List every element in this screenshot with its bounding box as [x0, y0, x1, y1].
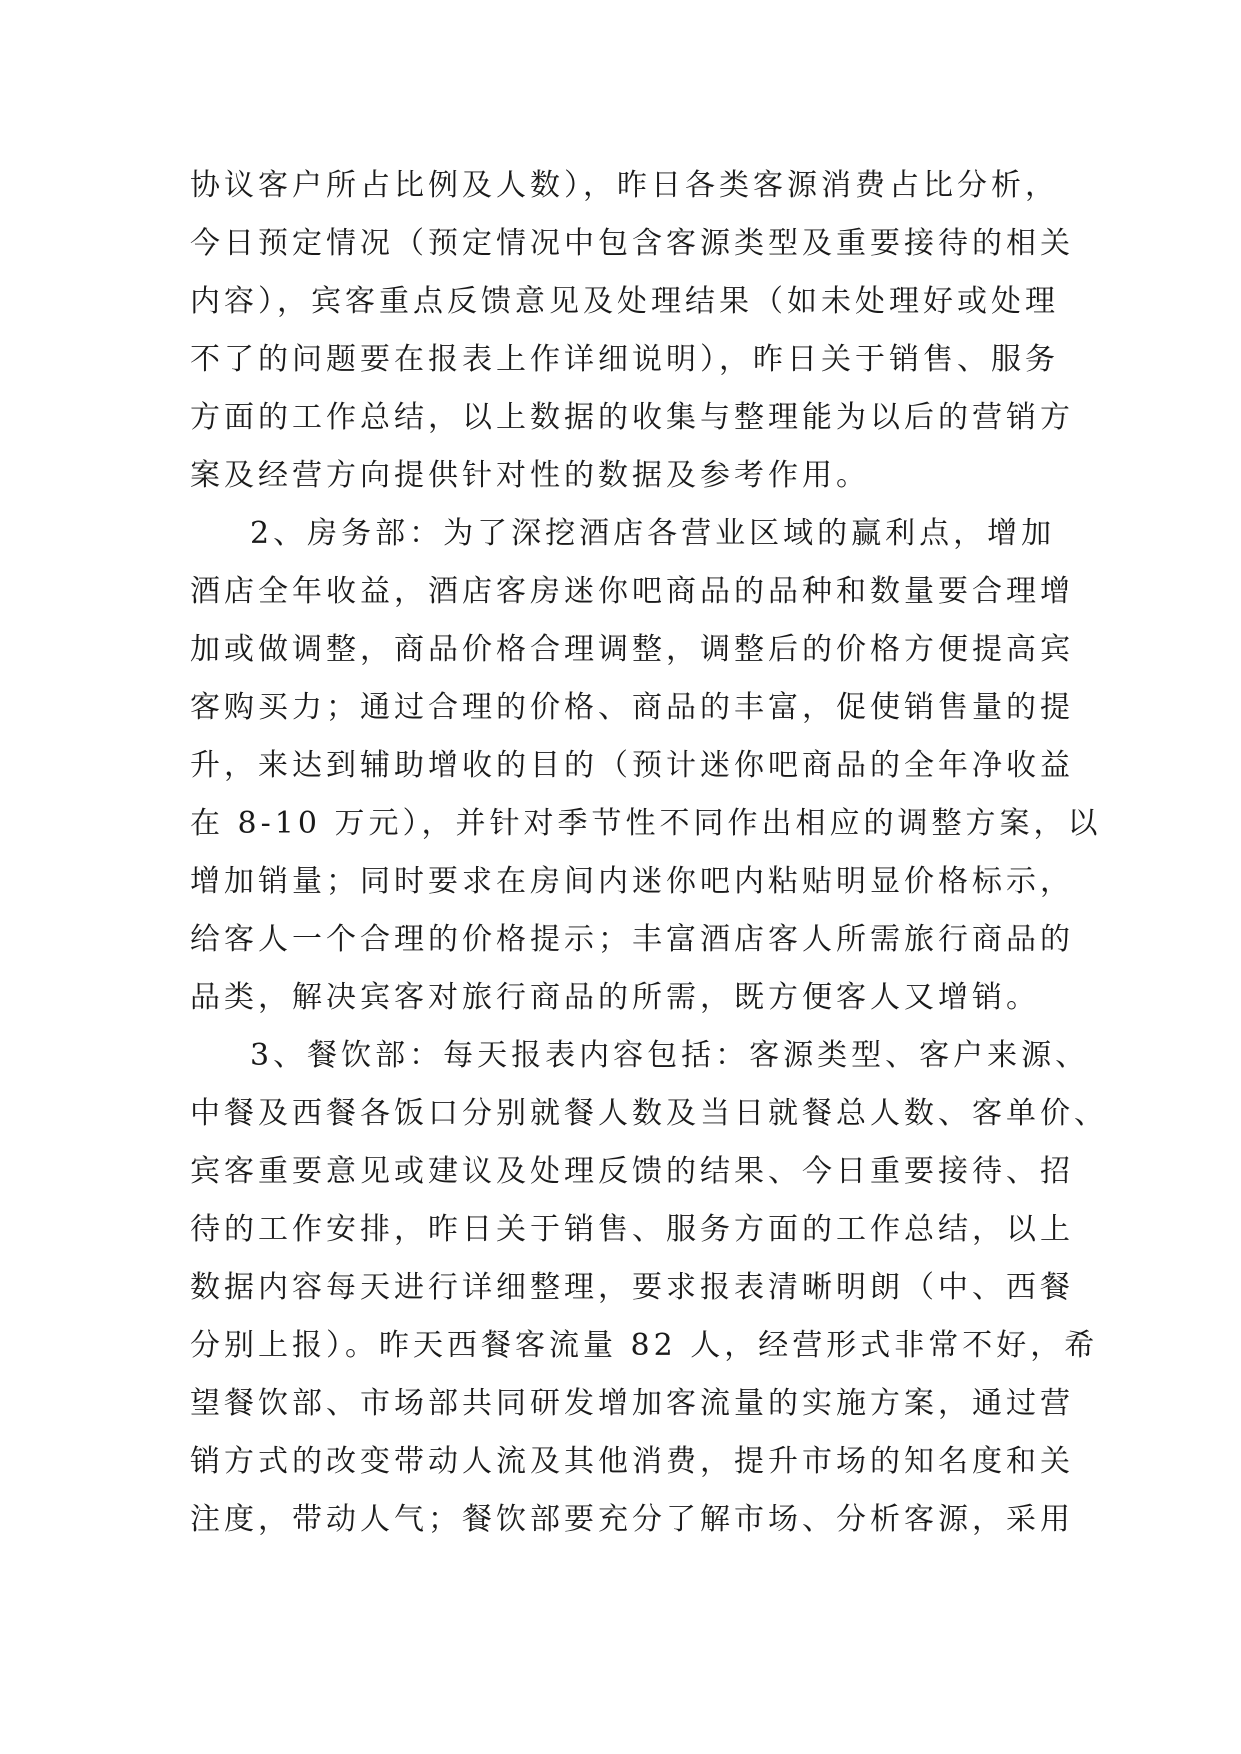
text-line: 给客人一个合理的价格提示；丰富酒店客人所需旅行商品的 [190, 922, 1074, 957]
paragraph-start-line: 3、餐饮部：每天报表内容包括：客源类型、客户来源、 [250, 1038, 1090, 1073]
text-line: 中餐及西餐各饭口分别就餐人数及当日就餐总人数、客单价、 [190, 1096, 1108, 1131]
text-line: 望餐饮部、市场部共同研发增加客流量的实施方案，通过营 [190, 1386, 1074, 1421]
text-line: 今日预定情况（预定情况中包含客源类型及重要接待的相关 [190, 226, 1074, 261]
text-line: 加或做调整，商品价格合理调整，调整后的价格方便提高宾 [190, 632, 1074, 667]
text-line: 案及经营方向提供针对性的数据及参考作用。 [190, 458, 870, 493]
text-line: 方面的工作总结，以上数据的收集与整理能为以后的营销方 [190, 400, 1074, 435]
text-line: 宾客重要意见或建议及处理反馈的结果、今日重要接待、招 [190, 1154, 1074, 1189]
text-line: 在 8-10 万元），并针对季节性不同作出相应的调整方案，以 [190, 806, 1102, 841]
text-line: 内容），宾客重点反馈意见及处理结果（如未处理好或处理 [190, 284, 1059, 319]
text-line: 增加销量；同时要求在房间内迷你吧内粘贴明显价格标示， [190, 864, 1074, 899]
text-line: 销方式的改变带动人流及其他消费，提升市场的知名度和关 [190, 1444, 1074, 1479]
text-line: 注度，带动人气；餐饮部要充分了解市场、分析客源，采用 [190, 1502, 1074, 1537]
text-line: 数据内容每天进行详细整理，要求报表清晰明朗（中、西餐 [190, 1270, 1074, 1305]
text-line: 分别上报）。昨天西餐客流量 82 人，经营形式非常不好，希 [190, 1328, 1099, 1363]
text-line: 协议客户所占比例及人数），昨日各类客源消费占比分析， [190, 168, 1059, 203]
paragraph-start-line: 2、房务部：为了深挖酒店各营业区域的赢利点，增加 [250, 516, 1056, 551]
text-line: 品类，解决宾客对旅行商品的所需，既方便客人又增销。 [190, 980, 1040, 1015]
text-line: 升，来达到辅助增收的目的（预计迷你吧商品的全年净收益 [190, 748, 1074, 783]
text-line: 客购买力；通过合理的价格、商品的丰富，促使销售量的提 [190, 690, 1074, 725]
text-line: 酒店全年收益，酒店客房迷你吧商品的品种和数量要合理增 [190, 574, 1074, 609]
text-line: 待的工作安排，昨日关于销售、服务方面的工作总结，以上 [190, 1212, 1074, 1247]
document-body [190, 157, 1108, 1549]
text-line: 不了的问题要在报表上作详细说明），昨日关于销售、服务 [190, 342, 1059, 377]
